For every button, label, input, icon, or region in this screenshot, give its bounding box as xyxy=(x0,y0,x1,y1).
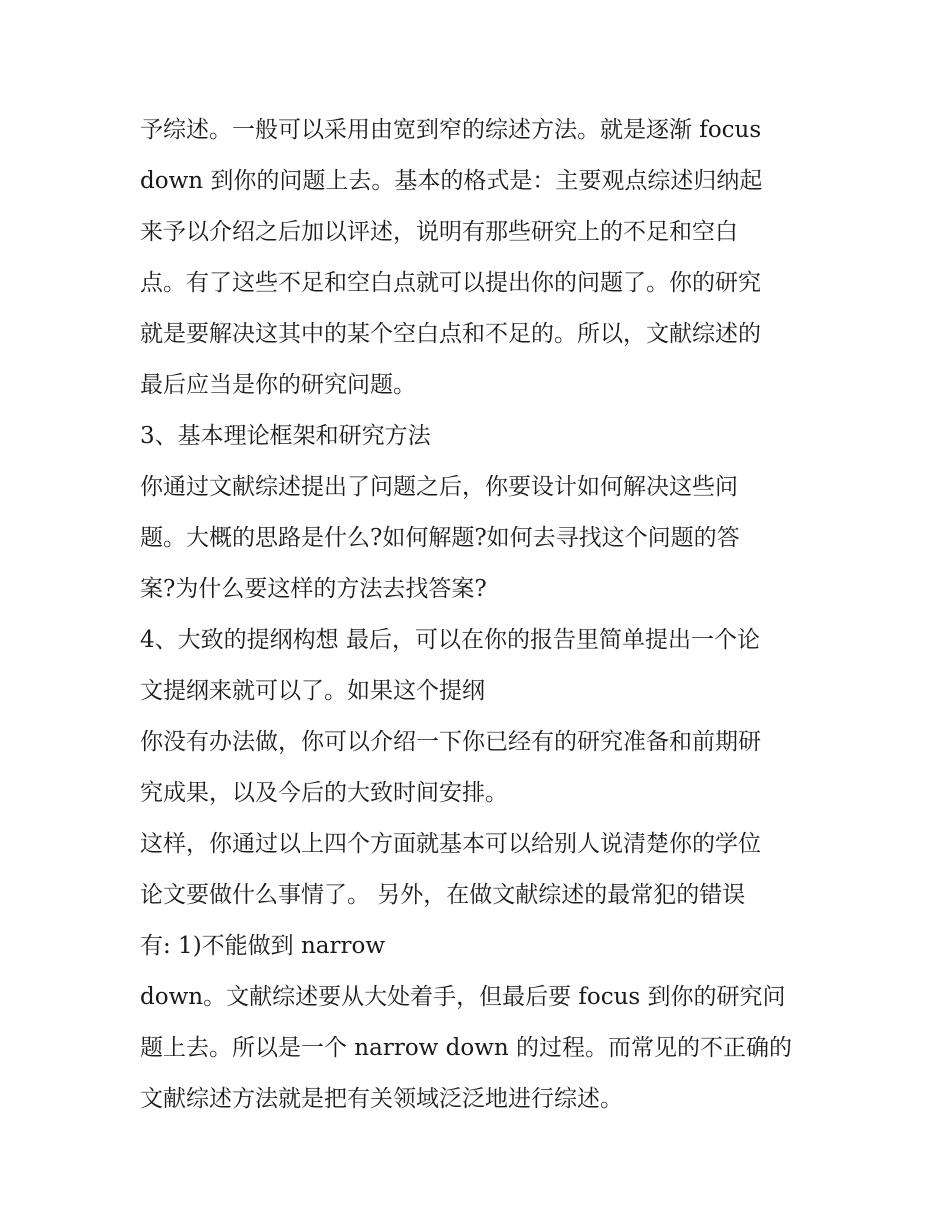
body-text xyxy=(140,105,820,1125)
text-line: 有: 1)不能做到 narrow xyxy=(140,933,386,959)
text-line: 题上去。所以是一个 narrow down 的过程。而常见的不正确的 xyxy=(140,1035,793,1061)
text-line: 案?为什么要这样的方法去找答案? xyxy=(140,576,487,602)
text-line: down 到你的问题上去。基本的格式是：主要观点综述归纳起 xyxy=(140,168,763,194)
text-line: 文提纲来就可以了。如果这个提纲 xyxy=(140,678,485,704)
text-line: 究成果，以及今后的大致时间安排。 xyxy=(140,780,508,806)
text-line: 予综述。一般可以采用由宽到窄的综述方法。就是逐渐 focus xyxy=(140,117,762,143)
text-line: 你通过文献综述提出了问题之后，你要设计如何解决这些问 xyxy=(140,474,738,500)
text-line: 文献综述方法就是把有关领域泛泛地进行综述。 xyxy=(140,1086,623,1112)
text-line: 你没有办法做，你可以介绍一下你已经有的研究准备和前期研 xyxy=(140,729,761,755)
text-line: 论文要做什么事情了。 另外，在做文献综述的最常犯的错误 xyxy=(140,882,746,908)
text-line: down。文献综述要从大处着手，但最后要 focus 到你的研究问 xyxy=(140,984,786,1010)
text-line: 题。大概的思路是什么?如何解题?如何去寻找这个问题的答 xyxy=(140,525,740,551)
text-line: 这样，你通过以上四个方面就基本可以给别人说清楚你的学位 xyxy=(140,831,761,857)
text-line: 点。有了这些不足和空白点就可以提出你的问题了。你的研究 xyxy=(140,270,761,296)
section-heading: 3、基本理论框架和研究方法 xyxy=(140,423,431,449)
text-line: 最后应当是你的研究问题。 xyxy=(140,372,416,398)
text-line: 来予以介绍之后加以评述，说明有那些研究上的不足和空白 xyxy=(140,219,738,245)
section-heading: 4、大致的提纲构想 最后，可以在你的报告里简单提出一个论 xyxy=(140,627,760,653)
text-line: 就是要解决这其中的某个空白点和不足的。所以，文献综述的 xyxy=(140,321,761,347)
